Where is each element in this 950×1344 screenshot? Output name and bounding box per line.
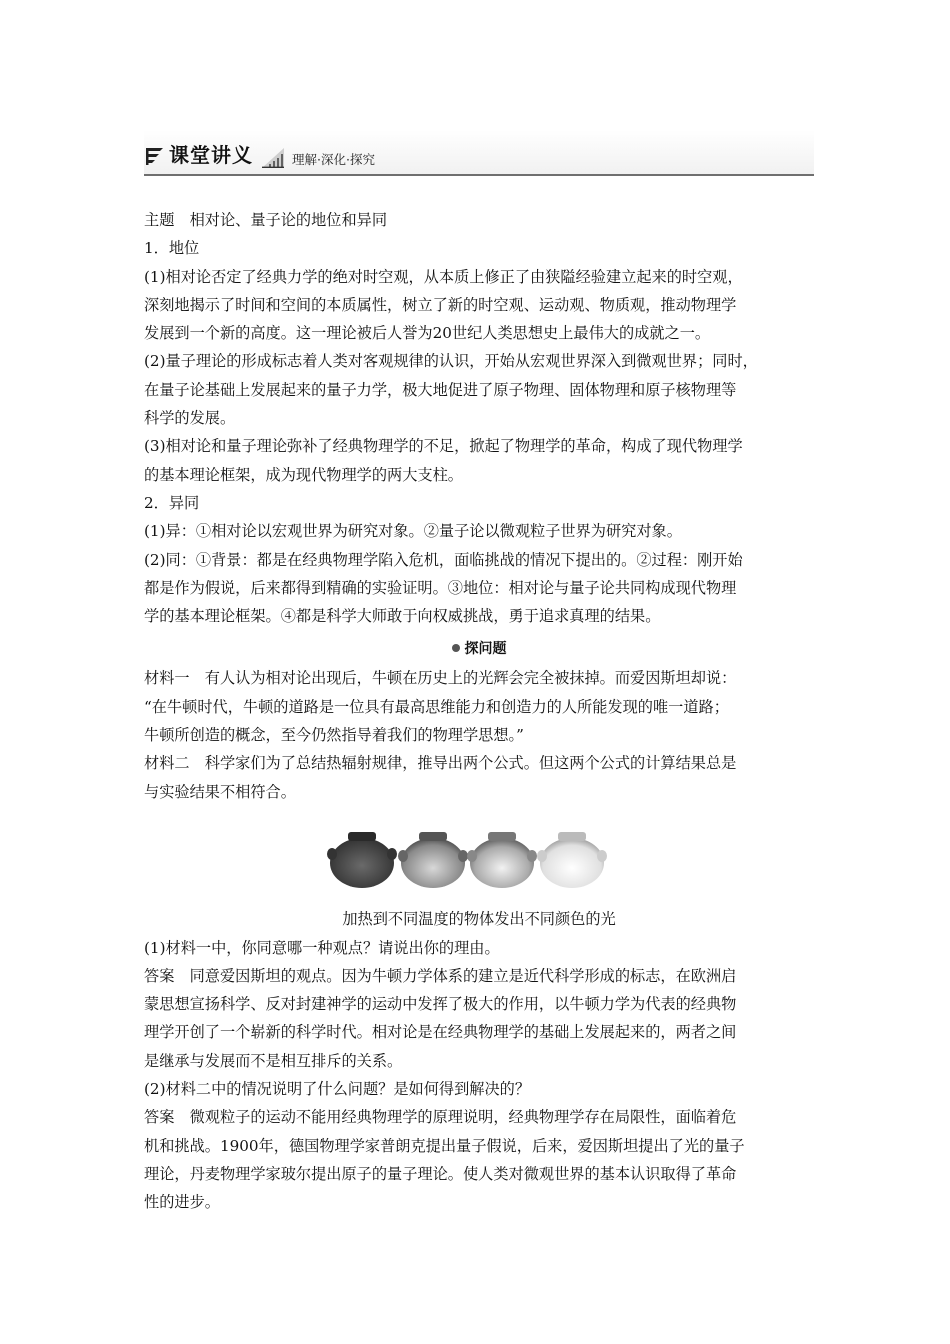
triangle-stripes-icon [262, 148, 284, 168]
material-line: 与实验结果不相符合。 [144, 782, 296, 801]
qa-line: 性的进步。 [144, 1193, 220, 1212]
explore-title [144, 634, 814, 664]
heated-jars-figure [326, 826, 608, 890]
qa-line: 是继承与发展而不是相互排斥的关系。 [144, 1051, 403, 1070]
explore-title-text: 探问题 [464, 641, 507, 658]
section-heading-position: 1．地位 [144, 239, 200, 258]
page [144, 130, 814, 1217]
text-line: 都是作为假说，后来都得到精确的实验证明。③地位：相对论与量子论共同构成现代物理 [144, 578, 737, 597]
qa-line: 答案 微观粒子的运动不能用经典物理学的原理说明，经典物理学存在局限性，面临着危 [144, 1108, 737, 1127]
text-line: (2)量子理论的形成标志着人类对客观规律的认识，开始从宏观世界深入到微观世界；同时， [144, 352, 758, 371]
text-line: 科学的发展。 [144, 409, 236, 428]
qa-line: 理论，丹麦物理学家玻尔提出原子的量子理论。使人类对微观世界的基本认识取得了革命 [144, 1164, 737, 1183]
section-banner [144, 130, 814, 176]
text-line: (1)相对论否定了经典力学的绝对时空观，从本质上修正了由狭隘经验建立起来的时空观， [144, 267, 743, 286]
text-line: 的基本理论框架，成为现代物理学的两大支柱。 [144, 465, 463, 484]
material-line: 材料二 科学家们为了总结热辐射规律，推导出两个公式。但这两个公式的计算结果总是 [144, 754, 737, 773]
topic-heading: 主题 相对论、量子论的地位和异同 [144, 211, 387, 229]
material-line: 牛顿所创造的概念，至今仍然指导着我们的物理学思想。” [144, 726, 524, 745]
text-line: 学的基本理论框架。④都是科学大师敢于向权威挑战，勇于追求真理的结果。 [144, 607, 661, 626]
banner-title: 课堂讲义 [169, 143, 253, 167]
qa-line: (2)材料二中的情况说明了什么问题？是如何得到解决的？ [144, 1080, 531, 1099]
text-line: (1)异：①相对论以宏观世界为研究对象。②量子论以微观粒子世界为研究对象。 [144, 522, 682, 541]
material-line: “在牛顿时代，牛顿的道路是一位具有最高思维能力和创造力的人所能发现的唯一道路； [144, 697, 729, 716]
bullet-dot-icon [452, 644, 460, 652]
material-line: 材料一 有人认为相对论出现后，牛顿在历史上的光辉会完全被抹掉。而爱因斯坦却说： [144, 669, 737, 688]
text-line: 发展到一个新的高度。这一理论被后人誉为20世纪人类思想史上最伟大的成就之一。 [144, 324, 711, 343]
qa-line: 蒙思想宣扬科学、反对封建神学的运动中发挥了极大的作用，以牛顿力学为代表的经典物 [144, 995, 737, 1014]
banner-subtitle: 理解·深化·探究 [292, 152, 375, 167]
figure-caption: 加热到不同温度的物体发出不同颜色的光 [342, 910, 616, 929]
stripes-icon [146, 148, 163, 165]
text-line: (2)同：①背景：都是在经典物理学陷入危机，面临挑战的情况下提出的。②过程：刚开始 [144, 550, 743, 569]
qa-line: (1)材料一中，你同意哪一种观点？请说出你的理由。 [144, 938, 500, 957]
text-line: 在量子论基础上发展起来的量子力学，极大地促进了原子物理、固体物理和原子核物理等 [144, 380, 737, 399]
qa-line: 机和挑战。1900年，德国物理学家普朗克提出量子假说，后来，爱因斯坦提出了光的量子 [144, 1136, 745, 1155]
qa-line: 理学开创了一个崭新的科学时代。相对论是在经典物理学的基础上发展起来的，两者之间 [144, 1023, 737, 1042]
text-line: 深刻地揭示了时间和空间的本质属性，树立了新的时空观、运动观、物质观，推动物理学 [144, 295, 737, 314]
qa-line: 答案 同意爱因斯坦的观点。因为牛顿力学体系的建立是近代科学形成的标志，在欧洲启 [144, 966, 737, 985]
lesson-content [144, 206, 814, 1217]
section-heading-similarities: 2．异同 [144, 493, 200, 512]
text-line: (3)相对论和量子理论弥补了经典物理学的不足，掀起了物理学的革命，构成了现代物理学 [144, 437, 743, 456]
